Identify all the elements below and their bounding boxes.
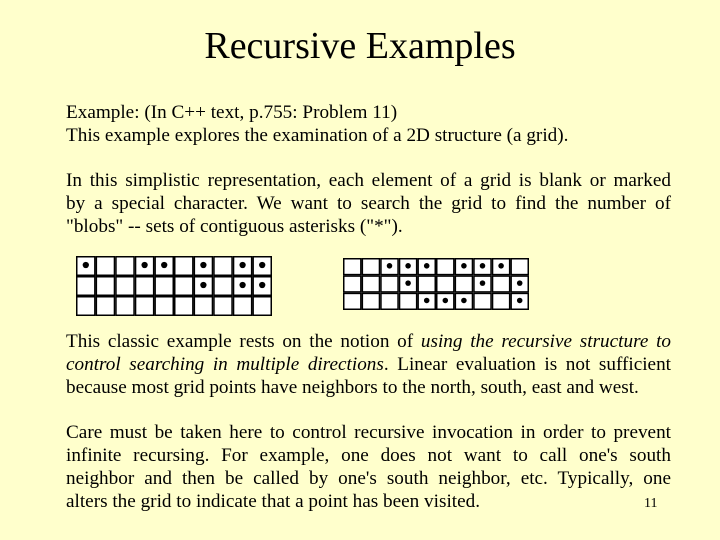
asterisk-mark xyxy=(239,282,245,288)
asterisk-mark xyxy=(141,262,147,268)
asterisk-mark xyxy=(259,262,265,268)
asterisk-mark xyxy=(517,298,523,304)
slide-title: Recursive Examples xyxy=(204,25,516,67)
linear-evaluation-text: . Linear evaluation is not sufficient xyxy=(383,354,671,375)
asterisk-mark xyxy=(424,298,430,304)
representation-line-3: "blobs" -- sets of contiguous asterisks ("*"). xyxy=(66,216,403,237)
classic-example-plain: This classic example rests on the notion of xyxy=(66,331,421,352)
asterisk-mark xyxy=(405,280,411,286)
asterisk-mark xyxy=(387,263,393,269)
slide-number: 11 xyxy=(644,496,658,511)
asterisk-mark xyxy=(83,262,89,268)
blob-grid-left xyxy=(76,256,272,316)
asterisk-mark xyxy=(517,280,523,286)
classic-example-line-2 xyxy=(66,354,671,376)
blob-grid-right-image xyxy=(343,258,529,310)
classic-example-line-3: because most grid points have neighbors to the north, south, east and west. xyxy=(66,377,639,398)
multiple-directions-emphasis: control searching in multiple directions xyxy=(66,354,384,375)
asterisk-mark xyxy=(480,280,486,286)
asterisk-mark xyxy=(424,263,430,269)
care-line-3: neighbor and then be called by one's south neighbor, etc. Typically, one xyxy=(66,468,671,489)
representation-line-1: In this simplistic representation, each element of a grid is blank or marked xyxy=(66,170,671,191)
asterisk-mark xyxy=(239,262,245,268)
recursive-structure-emphasis: using the recursive structure to xyxy=(420,331,671,352)
blob-grid-right xyxy=(343,258,529,310)
asterisk-mark xyxy=(480,263,486,269)
classic-example-line-1 xyxy=(66,331,671,353)
asterisk-mark xyxy=(161,262,167,268)
representation-line-2: by a special character. We want to search the grid to find the number of xyxy=(66,193,671,214)
care-line-1: Care must be taken here to control recursive invocation in order to prevent xyxy=(66,422,671,443)
example-reference-line: Example: (In C++ text, p.755: Problem 11) xyxy=(66,102,398,123)
asterisk-mark xyxy=(200,282,206,288)
asterisk-mark xyxy=(259,282,265,288)
asterisk-mark xyxy=(443,298,449,304)
asterisk-mark xyxy=(461,263,467,269)
asterisk-mark xyxy=(498,263,504,269)
example-description-line: This example explores the examination of a 2D structure (a grid). xyxy=(66,125,569,146)
asterisk-mark xyxy=(461,298,467,304)
asterisk-mark xyxy=(405,263,411,269)
care-line-2: infinite recursing. For example, one does not want to call one's south xyxy=(66,445,671,466)
blob-grid-left-image xyxy=(76,256,272,316)
care-line-4: alters the grid to indicate that a point has been visited. xyxy=(66,491,481,512)
asterisk-mark xyxy=(200,262,206,268)
